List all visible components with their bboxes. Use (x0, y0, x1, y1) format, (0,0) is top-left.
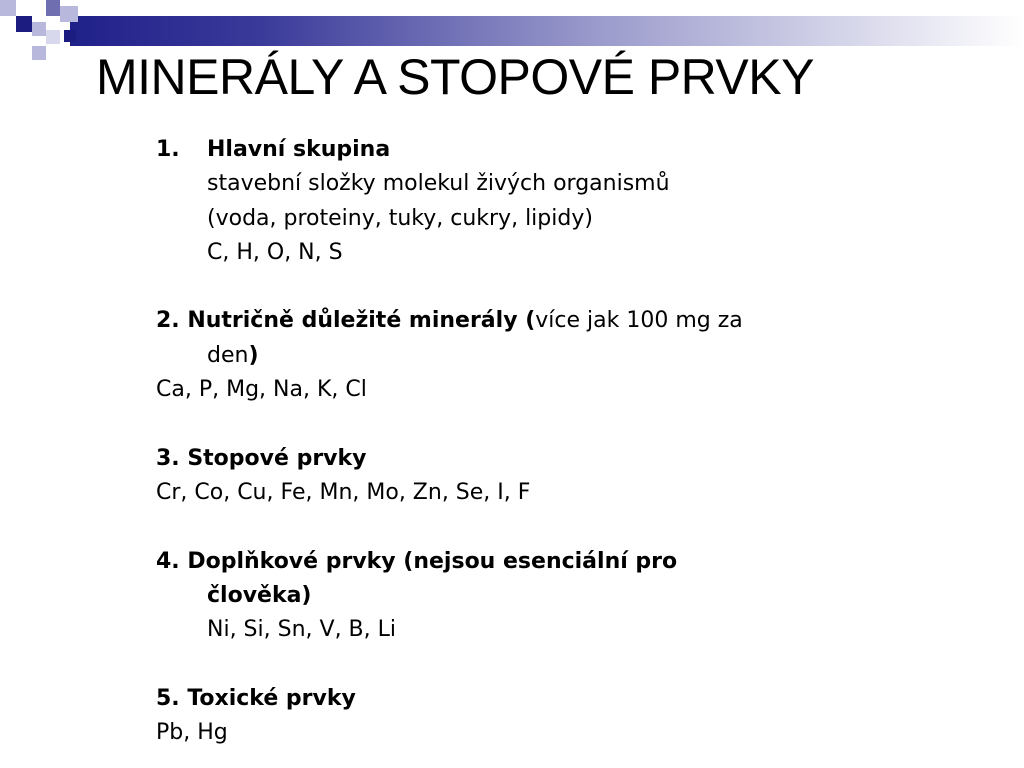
decor-square (60, 6, 78, 22)
section-heading: Hlavní skupina (207, 137, 391, 162)
section-heading-note: den (207, 342, 249, 368)
decor-square (46, 0, 60, 16)
section-1-line: stavební složky molekul živých organismů (207, 171, 670, 197)
decor-square (0, 0, 16, 16)
section-heading-note: více jak 100 mg za (535, 308, 743, 334)
section-3-elements: Cr, Co, Cu, Fe, Mn, Mo, Zn, Se, I, F (156, 479, 531, 505)
decor-square (32, 22, 46, 36)
section-1-elements: C, H, O, N, S (207, 239, 343, 265)
decor-square (32, 46, 46, 60)
section-1-heading (156, 133, 856, 167)
decor-square (16, 16, 32, 32)
decor-square (64, 30, 76, 42)
decor-square (46, 30, 60, 44)
section-2-elements: Ca, P, Mg, Na, K, Cl (156, 377, 367, 403)
header-gradient-bar (70, 16, 1024, 46)
section-2-heading (156, 304, 856, 338)
section-heading-bold: 2. Nutričně důležité minerály ( (156, 308, 536, 334)
section-5-heading: 5. Toxické prvky (156, 685, 356, 711)
section-3-heading: 3. Stopové prvky (156, 445, 367, 471)
slide-body (156, 133, 856, 750)
section-2-heading-cont (156, 339, 856, 373)
section-5-elements: Pb, Hg (156, 720, 228, 746)
section-4-heading: 4. Doplňkové prvky (nejsou esenciální pro (156, 548, 678, 574)
slide-title: MINERÁLY A STOPOVÉ PRVKY (96, 49, 814, 105)
section-1-line: (voda, proteiny, tuky, cukry, lipidy) (207, 205, 593, 231)
section-heading-bold: ) (248, 342, 259, 368)
section-number: 1. (156, 137, 180, 162)
section-4-elements: Ni, Si, Sn, V, B, Li (207, 617, 396, 643)
section-4-heading-cont: člověka) (207, 582, 312, 608)
